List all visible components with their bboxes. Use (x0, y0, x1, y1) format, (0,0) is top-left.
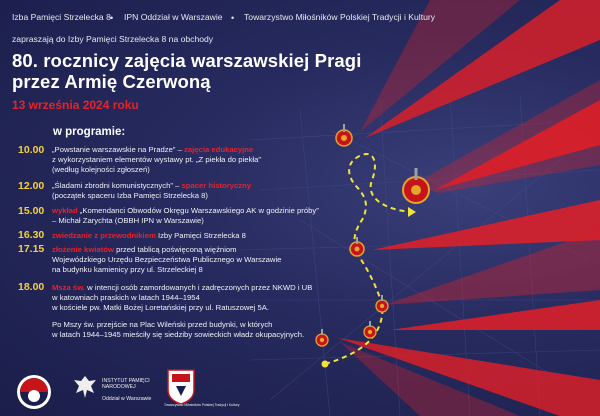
red-arrow-icon (390, 300, 600, 330)
route-arrowhead (408, 207, 416, 217)
ipn-eagle-icon (70, 372, 100, 402)
program-line: w katowniach praskich w latach 1944–1954 (52, 293, 200, 302)
program-line: „Powstanie warszawskie na Pradze” – zajęcia edukacyjne (52, 145, 254, 154)
event-date: 13 września 2024 roku (12, 98, 139, 112)
nkvd-emblem-icon (376, 295, 388, 312)
organizer-ipn: IPN Oddział w Warszawie (124, 12, 223, 22)
program-line: na budynku kamienicy przy ul. Strzeleckiej 8 (52, 265, 203, 274)
nkvd-emblem-icon (316, 329, 328, 346)
page-title-line-1: 80. rocznicy zajęcia warszawskiej Pragi (12, 50, 362, 71)
program-time: 15.00 (18, 205, 45, 217)
nkvd-emblem-icon (403, 168, 429, 203)
program-line: wykład „Komendanci Obwodów Okręgu Warszawskiego AK w godzinie próby” (52, 206, 319, 215)
program-line: z wykorzystaniem elementów wystawy pt. „Z piekła do piekła” (52, 155, 261, 164)
nkvd-emblem-icon (350, 237, 364, 256)
nkvd-emblem-icon (336, 124, 352, 146)
program-line: (początek spaceru Izba Pamięci Strzelecka 8) (52, 191, 208, 200)
program-line: zwiedzanie z przewodnikiem Izby Pamięci Strzelecka 8 (52, 231, 246, 240)
round-badge-icon (12, 372, 56, 412)
program-time: 16.30 (18, 229, 45, 241)
program-time: 17.15 (18, 243, 45, 255)
ipn-name: INSTYTUT PAMIĘCI NARODOWEJ (102, 378, 150, 390)
program-line: (według kolejności zgłoszeń) (52, 165, 150, 174)
separator-dot: • (231, 13, 235, 23)
program-line: złożenie kwiatów przed tablicą poświęconą więźniom (52, 245, 237, 254)
program-note: w latach 1944–1945 mieściły się siedziby sowieckich władz okupacyjnych. (52, 330, 305, 339)
nkvd-emblem-icon (364, 321, 376, 338)
program-line: „Śladami zbrodni komunistycznych” – spacer historyczny (52, 181, 252, 190)
program-heading: w programie: (53, 126, 126, 138)
separator-dot: • (110, 13, 114, 23)
program-line: – Michał Zarychta (OBBH IPN w Warszawie) (52, 216, 204, 225)
program-line: Wojewódzkiego Urzędu Bezpieczeństwa Publicznego w Warszawie (52, 255, 282, 264)
shield-logo-icon (166, 368, 196, 406)
route-start-point (322, 361, 329, 368)
program-line: Msza św. w intencji osób zamordowanych i zadręczonych przez NKWD i UB (52, 283, 313, 292)
organizer-tmptik: Towarzystwo Miłośników Polskiej Tradycji i Kultury (244, 12, 436, 22)
program-line: w kościele pw. Matki Bożej Loretańskiej przy ul. Ratuszowej 5A. (52, 303, 270, 312)
program-time: 12.00 (18, 180, 45, 192)
program-time: 18.00 (18, 281, 45, 293)
program-note: Po Mszy św. przejście na Plac Wileński przed budynki, w których (52, 320, 273, 329)
program-time: 10.00 (18, 144, 45, 156)
ipn-branch: Oddział w Warszawie (102, 396, 152, 402)
page-title-line-2: przez Armię Czerwoną (12, 71, 211, 92)
invitation-text: zapraszają do Izby Pamięci Strzelecka 8 na obchody (12, 34, 214, 44)
organizer-izba-pamieci: Izba Pamięci Strzelecka 8 (12, 12, 111, 22)
tmptik-name: Towarzystwo Miłośników Polskiej Tradycji i Kultury (164, 403, 240, 407)
